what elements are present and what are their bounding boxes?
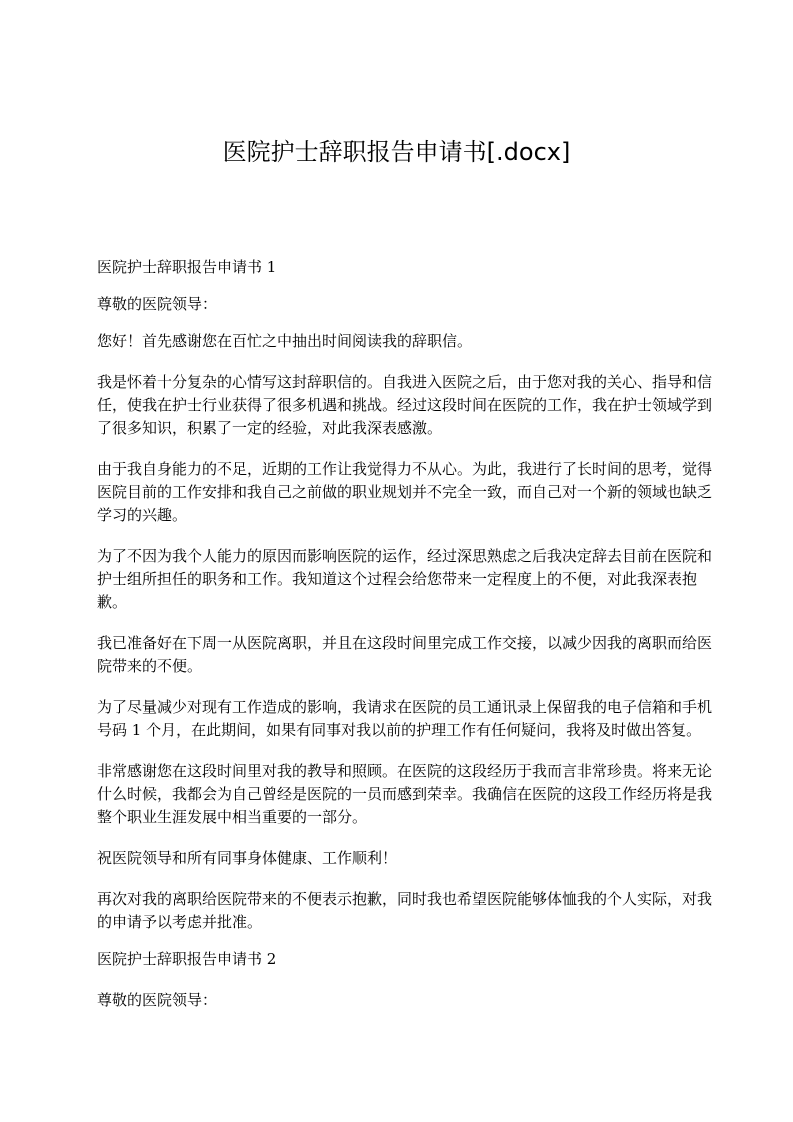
body-paragraph: 再次对我的离职给医院带来的不便表示抱歉，同时我也希望医院能够体恤我的个人实际，对我的申请予以考虑并批准。	[97, 890, 713, 931]
body-paragraph: 由于我自身能力的不足，近期的工作让我觉得力不从心。为此，我进行了长时间的思考，觉得医院目前的工作安排和我自己之前做的职业规划并不完全一致，而自己对一个新的领域也缺乏学习的兴趣。	[97, 460, 713, 524]
salutation: 尊敬的医院领导：	[97, 991, 218, 1009]
salutation: 尊敬的医院领导：	[97, 295, 218, 313]
section-heading-1: 医院护士辞职报告申请书 1	[97, 258, 277, 276]
section-heading-2: 医院护士辞职报告申请书 2	[97, 950, 277, 968]
body-paragraph: 我是怀着十分复杂的心情写这封辞职信的。自我进入医院之后，由于您对我的关心、指导和信任，使我在护士行业获得了很多机遇和挑战。经过这段时间在医院的工作，我在护士领域学到了很多知识，积累了一定的经验，对此我深表感激。	[97, 373, 713, 437]
body-paragraph: 非常感谢您在这段时间里对我的教导和照顾。在医院的这段经历于我而言非常珍贵。将来无论什么时候，我都会为自己曾经是医院的一员而感到荣幸。我确信在医院的这段工作经历将是我整个职业生涯发展中相当重要的一部分。	[97, 762, 713, 826]
greeting-paragraph: 您好！首先感谢您在百忙之中抽出时间阅读我的辞职信。	[97, 332, 473, 350]
document-body	[97, 256, 722, 1012]
body-paragraph: 为了不因为我个人能力的原因而影响医院的运作，经过深思熟虑之后我决定辞去目前在医院和护士组所担任的职务和工作。我知道这个过程会给您带来一定程度上的不便，对此我深表抱歉。	[97, 547, 713, 611]
body-paragraph: 我已准备好在下周一从医院离职，并且在这段时间里完成工作交接，以减少因我的离职而给医院带来的不便。	[97, 634, 713, 675]
body-paragraph: 为了尽量减少对现有工作造成的影响，我请求在医院的员工通讯录上保留我的电子信箱和手机号码 1 个月，在此期间，如果有同事对我以前的护理工作有任何疑问，我将及时做出答复。	[97, 698, 713, 739]
closing-wish: 祝医院领导和所有同事身体健康、工作顺利！	[97, 849, 398, 867]
document-title: 医院护士辞职报告申请书[.docx]	[222, 138, 571, 166]
